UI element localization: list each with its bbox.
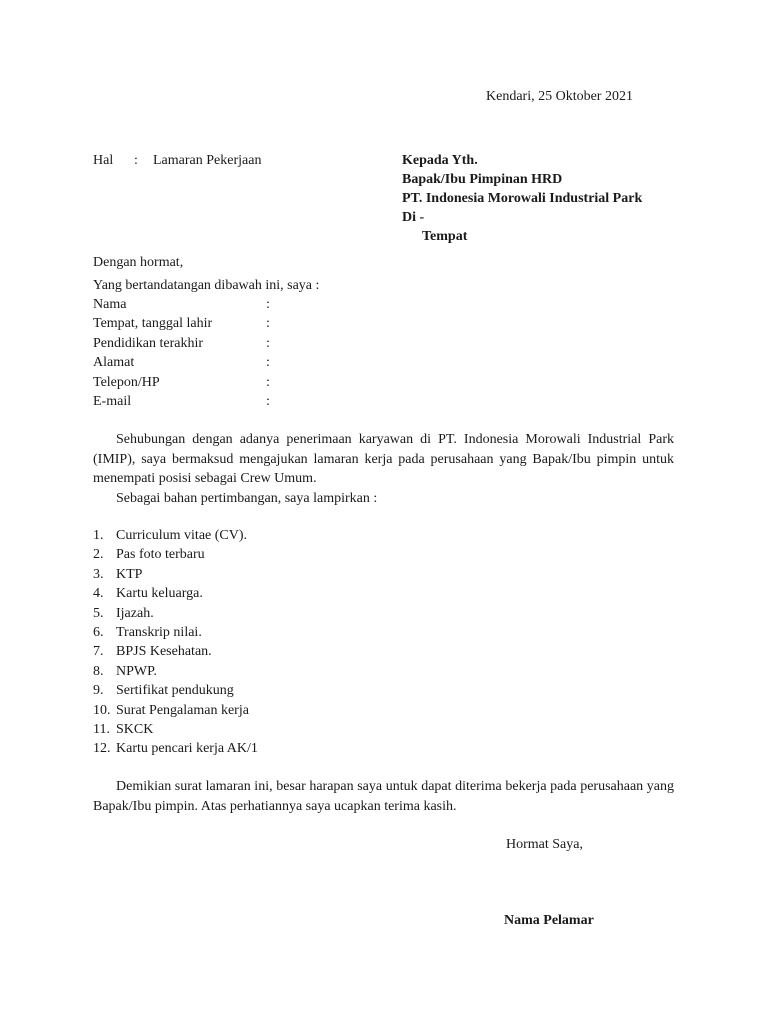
list-text: Kartu keluarga. [116, 586, 203, 602]
field-colon: : [266, 355, 270, 371]
recipient-line: Di - [402, 210, 425, 225]
closing-salutation: Hormat Saya, [506, 837, 583, 852]
field-label: E-mail [93, 393, 132, 409]
subject-value: Lamaran Pekerjaan [153, 153, 262, 168]
list-text: Pas foto terbaru [116, 547, 205, 563]
field-row [93, 392, 343, 411]
list-text: Transkrip nilai. [116, 624, 202, 640]
list-text: KTP [116, 566, 143, 582]
greeting: Dengan hormat, [93, 255, 184, 270]
list-text: Sertifikat pendukung [116, 683, 234, 699]
applicant-fields [93, 295, 343, 411]
letter-date: Kendari, 25 Oktober 2021 [486, 89, 633, 104]
field-label: Alamat [93, 355, 135, 371]
list-number: 12. [93, 741, 111, 757]
list-text: Surat Pengalaman kerja [116, 702, 249, 718]
body-paragraph: Sehubungan dengan adanya penerimaan karyawan di PT. Indonesia Morowali Industrial Park (IMIP), saya bermaksud mengajukan lamaran kerja pada perusahaan yang Bapak/Ibu pimpin untuk menempati posisi sebagai Crew Umum. [93, 432, 674, 486]
list-text: BPJS Kesehatan. [116, 644, 212, 660]
field-row [93, 353, 343, 372]
list-number: 8. [93, 663, 104, 679]
field-label: Nama [93, 297, 127, 312]
list-text: Kartu pencari kerja AK/1 [116, 741, 258, 757]
list-text: SKCK [116, 721, 154, 737]
field-row [93, 314, 343, 333]
list-text: Curriculum vitae (CV). [116, 528, 248, 543]
field-row [93, 373, 343, 392]
field-colon: : [266, 316, 270, 332]
signer-name: Nama Pelamar [504, 913, 594, 928]
list-text: NPWP. [116, 663, 157, 679]
list-number: 5. [93, 605, 104, 621]
list-number: 2. [93, 547, 104, 563]
recipient-line: Tempat [422, 229, 468, 244]
intro-line: Yang bertandatangan dibawah ini, saya : [93, 278, 320, 293]
recipient-block [402, 151, 642, 246]
subject-colon: : [134, 153, 138, 168]
field-label: Telepon/HP [93, 374, 160, 390]
recipient-line: Bapak/Ibu Pimpinan HRD [402, 172, 563, 187]
list-number: 6. [93, 624, 104, 640]
field-row [93, 334, 343, 353]
field-label: Tempat, tanggal lahir [93, 316, 213, 332]
list-number: 9. [93, 683, 104, 699]
recipient-line: PT. Indonesia Morowali Industrial Park [402, 191, 643, 206]
list-text: Ijazah. [116, 605, 154, 621]
list-number: 4. [93, 586, 104, 602]
attachments-intro: Sebagai bahan pertimbangan, saya lampirkan : [116, 491, 378, 506]
field-colon: : [266, 335, 270, 351]
closing-paragraph: Demikian surat lamaran ini, besar harapan saya untuk dapat diterima bekerja pada perusahaan yang Bapak/Ibu pimpin. Atas perhatiannya saya ucapkan terima kasih. [93, 779, 674, 814]
field-colon: : [266, 297, 270, 312]
field-label: Pendidikan terakhir [93, 335, 204, 351]
subject-label: Hal [93, 153, 114, 168]
list-number: 11. [93, 721, 110, 737]
list-number: 7. [93, 644, 104, 660]
field-colon: : [266, 374, 270, 390]
field-colon: : [266, 393, 270, 409]
list-number: 10. [93, 702, 111, 718]
recipient-line: Kepada Yth. [402, 153, 478, 168]
list-number: 1. [93, 528, 104, 543]
list-number: 3. [93, 566, 104, 582]
field-row [93, 295, 343, 314]
